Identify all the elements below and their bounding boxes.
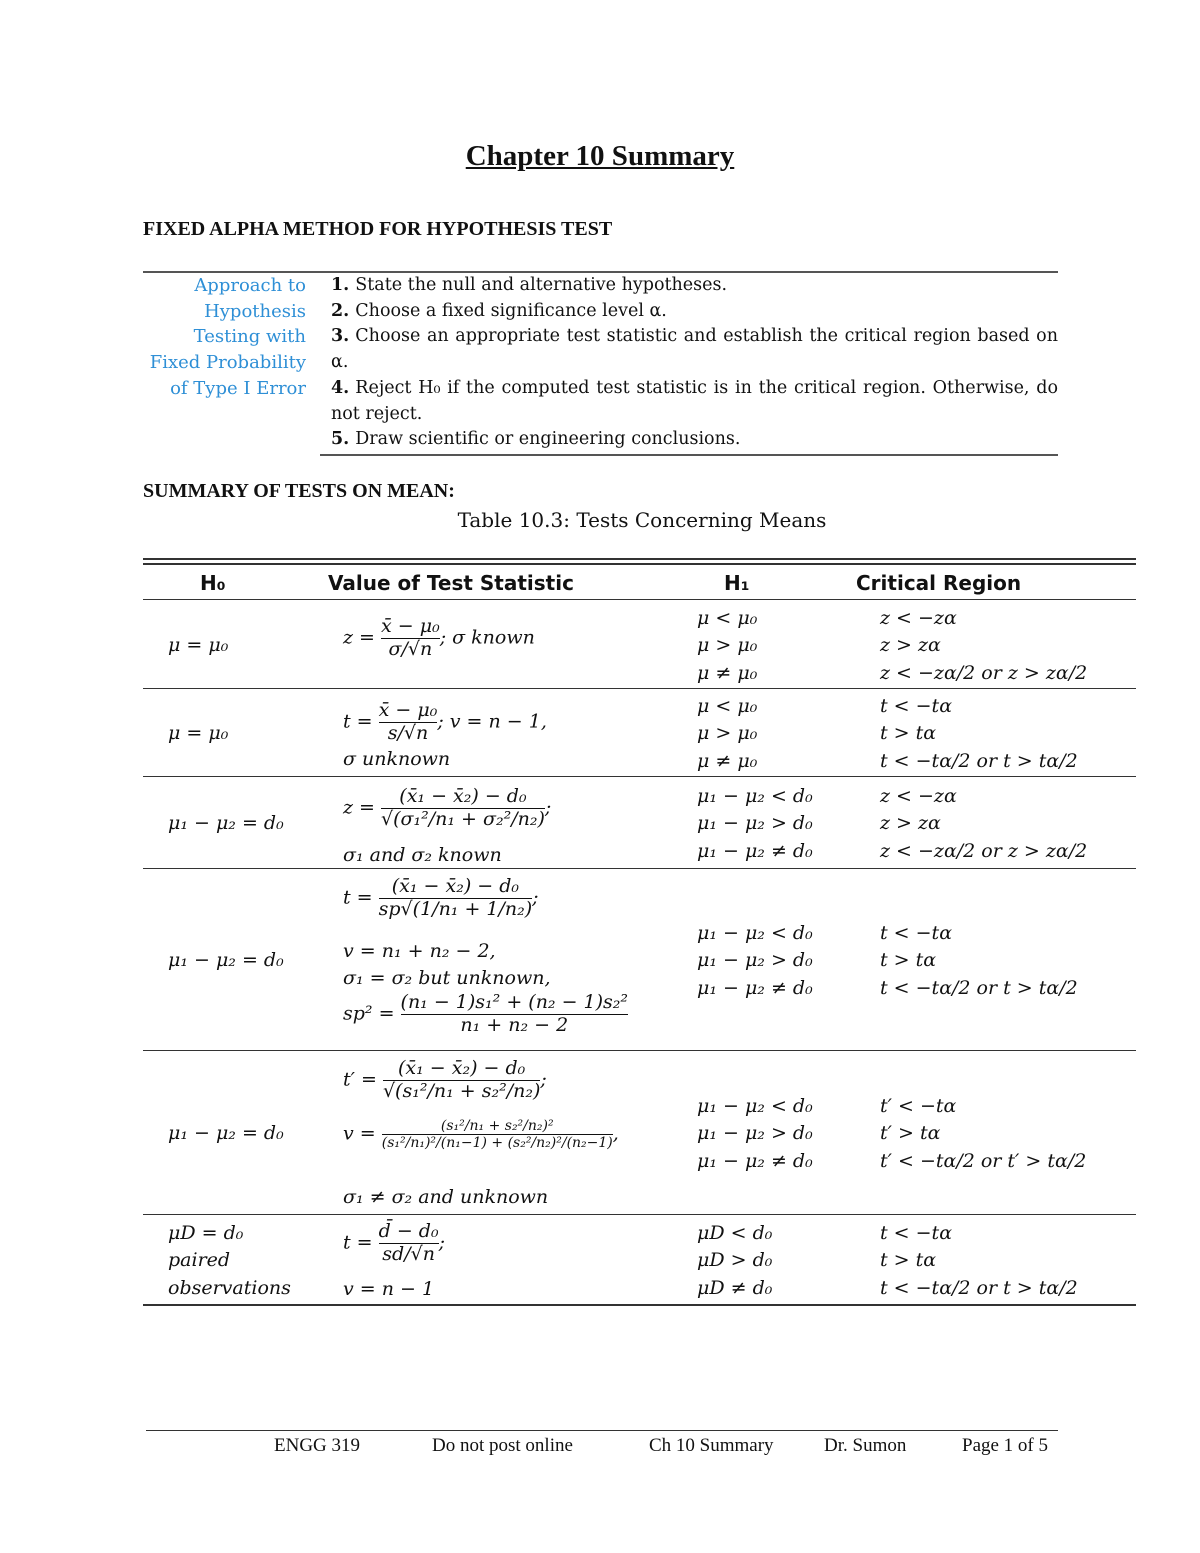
fraction-denominator: s/√n [379,722,438,745]
alternative-hypothesis: μ₁ − μ₂ < d₀ [697,921,813,944]
alternative-hypothesis: μ₁ − μ₂ > d₀ [697,949,813,972]
statistic-symbol: t′ = [343,1068,383,1091]
alternative-hypothesis: μ₁ − μ₂ ≠ d₀ [697,976,813,999]
step-number: 3. [331,326,350,347]
page-title: Chapter 10 Summary [465,140,735,172]
approach-box-bottom-rule [320,454,1058,456]
null-hypothesis: μ = μ₀ [168,634,229,657]
table-row-rule [143,1304,1136,1306]
critical-region: z < −zα/2 or z > zα/2 [880,661,1088,684]
test-statistic [343,1221,445,1266]
statistic-fraction [401,992,629,1037]
alternative-hypothesis: μ₁ − μ₂ < d₀ [697,1094,813,1117]
footer-rule [146,1430,1058,1431]
test-statistic [343,1058,547,1103]
alternative-hypothesis: μ ≠ μ₀ [697,749,758,772]
fraction-denominator: √(s₁²/n₁ + s₂²/n₂) [382,1079,541,1102]
table-top-rule [143,558,1136,560]
fraction-numerator: (x̄₁ − x̄₂) − d₀ [391,875,520,897]
fraction-denominator: n₁ + n₂ − 2 [401,1014,629,1037]
critical-region: t < −tα/2 or t > tα/2 [880,976,1078,999]
test-statistic: σ unknown [343,748,451,770]
step-text: Reject H₀ if the computed test statistic is in the critical region. Otherwise, do not reject. [331,377,1058,424]
null-hypothesis: μ₁ − μ₂ = d₀ [168,949,284,972]
fraction-numerator: d̄ − d₀ [378,1220,439,1242]
critical-region: t > tα [880,722,937,745]
test-statistic [343,1118,619,1151]
fraction-numerator: (x̄₁ − x̄₂) − d₀ [398,1057,526,1079]
statistic-note: ; σ known [439,626,535,649]
critical-region: t′ < −tα [880,1094,957,1117]
approach-label-line: of Type I Error [170,377,306,399]
alternative-hypothesis: μ < μ₀ [697,606,758,629]
statistic-fraction [379,876,533,921]
null-hypothesis: μ₁ − μ₂ = d₀ [168,812,284,835]
statistic-fraction [381,616,440,661]
table-top-rule-second [143,563,1136,565]
table-caption: Table 10.3: Tests Concerning Means [457,508,827,532]
null-hypothesis: μD = d₀ [168,1221,244,1244]
step-text: State the null and alternative hypotheses. [355,275,728,295]
statistic-note: ; [544,796,552,819]
step-text: Choose a fixed significance level α. [355,300,667,321]
approach-label-line: Fixed Probability [149,352,306,374]
approach-step [331,376,1058,427]
header-test-statistic: Value of Test Statistic [328,571,574,595]
null-hypothesis: paired [168,1249,231,1272]
fraction-numerator: (s₁²/n₁ + s₂²/n₂)² [440,1118,554,1134]
statistic-fraction [379,700,438,745]
alternative-hypothesis: μ₁ − μ₂ ≠ d₀ [697,839,813,862]
statistic-symbol: z = [343,796,382,819]
step-text: Choose an appropriate test statistic and establish the critical region based on α. [331,326,1058,373]
alternative-hypothesis: μ₁ − μ₂ > d₀ [697,812,813,835]
approach-step [331,273,1058,299]
alternative-hypothesis: μ₁ − μ₂ < d₀ [697,784,813,807]
statistic-note: ; [540,1068,547,1091]
table-row-rule [143,1050,1136,1051]
header-critical-region: Critical Region [856,571,1022,595]
approach-step [331,427,1058,453]
alternative-hypothesis: μD ≠ d₀ [697,1276,773,1299]
critical-region: t < −tα [880,694,953,717]
statistic-symbol: t = [343,710,379,733]
approach-label-line: Hypothesis [204,300,306,322]
critical-region: t < −tα [880,1221,953,1244]
statistic-note: ; [532,886,539,909]
footer-page-number: Page 1 of 5 [962,1435,1049,1456]
step-number: 2. [331,300,350,321]
test-statistic [343,876,539,921]
fraction-denominator: sp√(1/n₁ + 1/n₂) [378,897,533,920]
statistic-symbol: t = [343,1231,379,1254]
fraction-numerator: x̄ − μ₀ [381,615,440,637]
approach-step [331,324,1058,375]
statistic-fraction [381,786,545,831]
approach-label-line: Approach to [194,275,306,296]
statistic-note: ; v = n − 1, [437,710,547,733]
critical-region: t > tα [880,1249,937,1272]
header-h1: H₁ [724,571,750,595]
test-statistic [343,786,551,831]
test-statistic: v = n − 1 [343,1278,435,1300]
means-heading: SUMMARY OF TESTS ON MEAN: [143,480,455,502]
critical-region: t < −tα/2 or t > tα/2 [880,749,1078,772]
null-hypothesis: observations [168,1276,291,1299]
header-h0: H₀ [200,571,226,595]
alternative-hypothesis: μ > μ₀ [697,722,758,745]
critical-region: t > tα [880,949,937,972]
critical-region: z > zα [880,634,941,657]
test-statistic: σ₁ ≠ σ₂ and unknown [343,1186,549,1208]
fraction-denominator: √(σ₁²/n₁ + σ₂²/n₂) [381,807,545,830]
critical-region: z < −zα [880,606,957,629]
approach-step [331,299,1058,325]
critical-region: t < −tα/2 or t > tα/2 [880,1276,1078,1299]
test-statistic [343,616,535,661]
statistic-fraction [382,1118,613,1151]
statistic-symbol: z = [343,626,382,649]
null-hypothesis: μ₁ − μ₂ = d₀ [168,1122,284,1145]
fixed-alpha-heading: FIXED ALPHA METHOD FOR HYPOTHESIS TEST [143,218,613,240]
critical-region: t < −tα [880,921,953,944]
fraction-denominator: σ/√n [381,638,440,661]
test-statistic: σ₁ and σ₂ known [343,844,502,866]
table-row-rule [143,1214,1136,1215]
fraction-numerator: x̄ − μ₀ [378,699,438,721]
statistic-note: , [612,1122,619,1145]
alternative-hypothesis: μ < μ₀ [697,694,758,717]
fraction-numerator: (n₁ − 1)s₁² + (n₂ − 1)s₂² [400,991,629,1013]
fraction-denominator: sd/√n [379,1243,439,1266]
critical-region: z < −zα [880,784,957,807]
statistic-note: ; [438,1231,445,1254]
footer-author: Dr. Sumon [824,1435,907,1456]
step-text: Draw scientific or engineering conclusions. [355,429,741,450]
alternative-hypothesis: μ₁ − μ₂ > d₀ [697,1122,813,1145]
test-statistic: v = n₁ + n₂ − 2, [343,940,496,962]
footer-chapter: Ch 10 Summary [649,1435,774,1456]
fraction-denominator: (s₁²/n₁)²/(n₁−1) + (s₂²/n₂)²/(n₂−1) [381,1135,613,1152]
fraction-numerator: (x̄₁ − x̄₂) − d₀ [399,785,527,807]
table-header-rule [143,599,1136,600]
alternative-hypothesis: μ > μ₀ [697,634,758,657]
statistic-symbol: t = [343,886,379,909]
step-number: 5. [331,429,350,450]
critical-region: z < −zα/2 or z > zα/2 [880,839,1088,862]
approach-steps-list [331,273,1058,453]
statistic-fraction [379,1221,439,1266]
statistic-symbol: sp² = [343,1002,401,1025]
critical-region: t′ > tα [880,1122,941,1145]
test-statistic [343,992,628,1037]
test-statistic [343,700,547,745]
null-hypothesis: μ = μ₀ [168,722,229,745]
table-row-rule [143,688,1136,689]
approach-label [138,273,306,402]
statistic-fraction [383,1058,540,1103]
statistic-symbol: v = [343,1122,382,1145]
test-statistic: σ₁ = σ₂ but unknown, [343,967,551,989]
alternative-hypothesis: μ ≠ μ₀ [697,661,758,684]
footer-notice: Do not post online [432,1435,573,1456]
alternative-hypothesis: μD > d₀ [697,1249,773,1272]
critical-region: z > zα [880,812,941,835]
step-number: 1. [331,275,350,295]
footer-course: ENGG 319 [274,1435,361,1456]
alternative-hypothesis: μ₁ − μ₂ ≠ d₀ [697,1149,813,1172]
step-number: 4. [331,377,350,398]
approach-label-line: Testing with [193,326,306,348]
alternative-hypothesis: μD < d₀ [697,1221,773,1244]
table-row-rule [143,868,1136,869]
critical-region: t′ < −tα/2 or t′ > tα/2 [880,1149,1087,1172]
table-row-rule [143,776,1136,777]
